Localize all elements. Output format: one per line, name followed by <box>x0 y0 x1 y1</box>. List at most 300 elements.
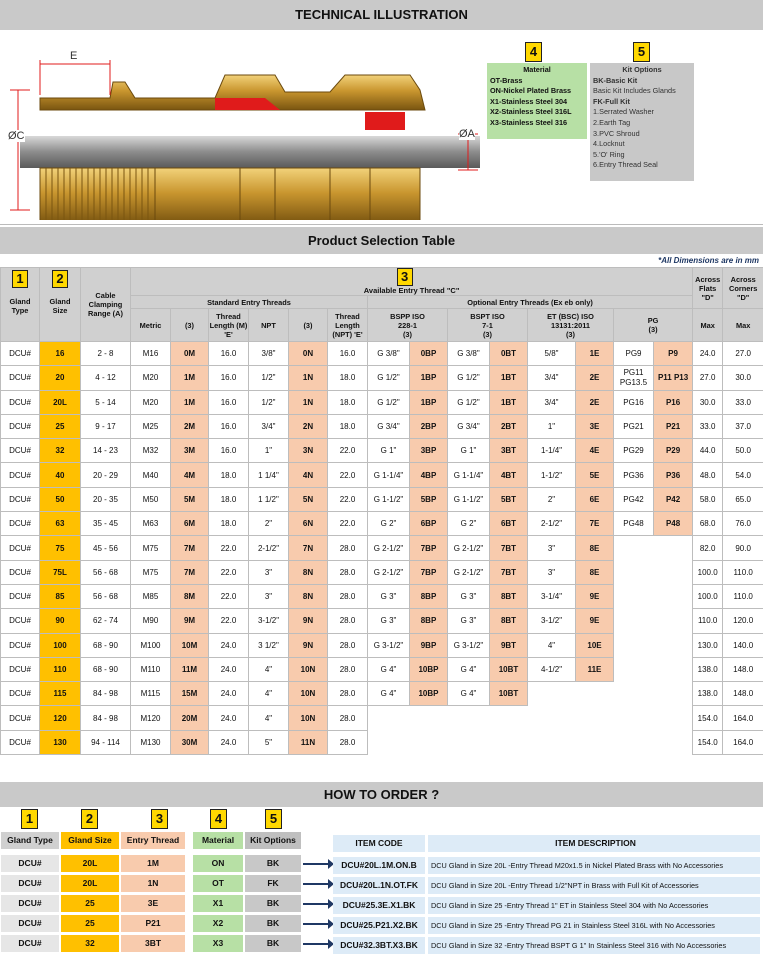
material-line-x3: X3-Stainless Steel 316 <box>490 117 568 127</box>
col-bspt: BSPT ISO 7-1 (3) <box>448 309 528 342</box>
cell-thread-length-m: 22.0 <box>209 584 249 608</box>
cell-thread-length-m: 18.0 <box>209 487 249 511</box>
order-gland-size: 32 <box>61 935 119 952</box>
order-gland-size: 20L <box>61 875 119 892</box>
cell-et-code: 8E <box>576 536 614 560</box>
order-material: OT <box>193 875 243 892</box>
cell-bspt-code: 0BT <box>490 342 528 366</box>
table-title: Product Selection Table <box>307 233 456 248</box>
cell-thread-length-m: 22.0 <box>209 609 249 633</box>
cell-et-code <box>576 706 614 730</box>
cell-metric-code: 7M <box>171 560 209 584</box>
cell-et-code: 9E <box>576 609 614 633</box>
product-row <box>1 390 763 414</box>
cell-bspt-code: 4BT <box>490 463 528 487</box>
cell-et-code: 10E <box>576 633 614 657</box>
kit-item: 4.Locknut <box>593 139 625 149</box>
cell-cable-range: 94 - 114 <box>81 730 131 754</box>
cell-bspp: G 4" <box>368 682 410 706</box>
cell-npt-code: 9N <box>289 633 328 657</box>
cell-bspt: G 1-1/2" <box>448 487 490 511</box>
cell-pg-code <box>654 584 693 608</box>
cell-bspt-code <box>490 730 528 754</box>
cell-npt: 3" <box>249 584 289 608</box>
cell-bspp: G 1-1/4" <box>368 463 410 487</box>
cell-gland-size: 75L <box>40 560 81 584</box>
cell-bspp-code: 10BP <box>410 682 448 706</box>
cell-metric-code: 3M <box>171 439 209 463</box>
cell-npt: 4" <box>249 657 289 681</box>
cell-bspp-code <box>410 706 448 730</box>
cell-bspt-code: 5BT <box>490 487 528 511</box>
material-line-x1: X1-Stainless Steel 304 <box>490 96 568 106</box>
cell-cable-range: 20 - 29 <box>81 463 131 487</box>
cell-bspt-code: 8BT <box>490 609 528 633</box>
product-row <box>1 706 763 730</box>
cell-metric-code: 7M <box>171 536 209 560</box>
cell-bspt <box>448 730 490 754</box>
cell-bspt: G 1/2" <box>448 366 490 390</box>
cell-et-code: 2E <box>576 366 614 390</box>
kit-item: 6.Entry Thread Seal <box>593 160 658 170</box>
item-code: DCU#25.3E.X1.BK <box>333 897 425 914</box>
cell-bspt-code: 2BT <box>490 414 528 438</box>
entry-thread <box>40 168 155 220</box>
cell-pg-code <box>654 560 693 584</box>
cell-across-corners: 148.0 <box>723 682 763 706</box>
cell-npt-code: 10N <box>289 682 328 706</box>
item-description: DCU Gland in Size 20L -Entry Thread M20x1.5 in Nickel Plated Brass with No Accessories <box>428 857 760 874</box>
kit-options-box <box>590 63 694 181</box>
item-code: DCU#32.3BT.X3.BK <box>333 937 425 954</box>
order-gland-type: DCU# <box>1 915 59 932</box>
cell-npt-code: 8N <box>289 584 328 608</box>
cell-thread-length-npt: 28.0 <box>328 657 368 681</box>
cell-bspp-code: 9BP <box>410 633 448 657</box>
cell-npt: 5" <box>249 730 289 754</box>
dim-c-label: ØC <box>8 130 25 142</box>
cell-npt: 1 1/2" <box>249 487 289 511</box>
cell-et <box>528 730 576 754</box>
cell-cable-range: 68 - 90 <box>81 633 131 657</box>
cell-bspp-code: 0BP <box>410 342 448 366</box>
cell-gland-size: 90 <box>40 609 81 633</box>
cell-bspt-code: 1BT <box>490 390 528 414</box>
cell-across-corners: 140.0 <box>723 633 763 657</box>
product-row <box>1 682 763 706</box>
cell-thread-length-m: 24.0 <box>209 730 249 754</box>
cell-et: 1-1/4" <box>528 439 576 463</box>
cell-metric-code: 1M <box>171 390 209 414</box>
cell-across-flats: 30.0 <box>693 390 723 414</box>
cell-metric-code: 20M <box>171 706 209 730</box>
col-num-2: 2 <box>52 270 68 288</box>
col-pg: PG (3) <box>614 309 693 342</box>
order-num-5: 5 <box>265 809 282 829</box>
cell-bspt: G 2-1/2" <box>448 536 490 560</box>
cell-metric: M25 <box>131 414 171 438</box>
item-desc-header: ITEM DESCRIPTION <box>428 835 760 852</box>
cell-bspp-code: 4BP <box>410 463 448 487</box>
cell-cable-range: 68 - 90 <box>81 657 131 681</box>
cell-metric: M130 <box>131 730 171 754</box>
order-gland-type: DCU# <box>1 935 59 952</box>
cell-bspt-code: 3BT <box>490 439 528 463</box>
cell-gland-size: 20L <box>40 390 81 414</box>
cell-thread-length-npt: 22.0 <box>328 487 368 511</box>
cell-gland-type: DCU# <box>1 463 40 487</box>
col-gland-type: 1 Gland Type <box>1 268 40 342</box>
cell-across-corners: 50.0 <box>723 439 763 463</box>
cell-bspt-code: 7BT <box>490 536 528 560</box>
cell-bspt: G 1/2" <box>448 390 490 414</box>
col-npt: NPT <box>249 309 289 342</box>
order-entry-thread: 3BT <box>121 935 185 952</box>
cell-across-flats: 100.0 <box>693 560 723 584</box>
cell-pg <box>614 609 654 633</box>
cell-metric: M90 <box>131 609 171 633</box>
cell-metric-code: 6M <box>171 512 209 536</box>
cell-et: 4-1/2" <box>528 657 576 681</box>
cell-cable-range: 56 - 68 <box>81 584 131 608</box>
cell-et: 3/4" <box>528 390 576 414</box>
cell-thread-length-m: 16.0 <box>209 390 249 414</box>
illustration-title-bar <box>0 0 763 30</box>
cell-pg: PG48 <box>614 512 654 536</box>
cell-pg-code <box>654 682 693 706</box>
cell-gland-type: DCU# <box>1 633 40 657</box>
cell-bspp: G 2-1/2" <box>368 536 410 560</box>
cell-gland-type: DCU# <box>1 487 40 511</box>
cell-pg-code <box>654 657 693 681</box>
cell-gland-size: 130 <box>40 730 81 754</box>
cell-bspp: G 2" <box>368 512 410 536</box>
order-head-kit-options: Kit Options <box>245 832 301 849</box>
cell-bspp: G 3" <box>368 609 410 633</box>
cell-thread-length-npt: 22.0 <box>328 463 368 487</box>
cell-bspp <box>368 730 410 754</box>
cell-npt: 1 1/4" <box>249 463 289 487</box>
product-row <box>1 560 763 584</box>
kit-item: 3.PVC Shroud <box>593 128 640 138</box>
col-et: ET (BSC) ISO 13131:2011 (3) <box>528 309 614 342</box>
col-gland-size: 2 Gland Size <box>40 268 81 342</box>
order-gland-size: 25 <box>61 915 119 932</box>
product-table-body <box>1 342 763 755</box>
cell-metric: M75 <box>131 536 171 560</box>
order-num-2: 2 <box>81 809 98 829</box>
product-row <box>1 342 763 366</box>
arrow-icon <box>303 903 329 905</box>
cell-npt: 4" <box>249 682 289 706</box>
cell-npt: 1/2" <box>249 366 289 390</box>
cell-thread-length-npt: 18.0 <box>328 414 368 438</box>
cell-metric-code: 15M <box>171 682 209 706</box>
cell-bspp-code: 8BP <box>410 584 448 608</box>
cell-bspp: G 3/8" <box>368 342 410 366</box>
cell-et-code: 1E <box>576 342 614 366</box>
cell-thread-length-m: 24.0 <box>209 706 249 730</box>
cell-metric: M40 <box>131 463 171 487</box>
order-material: X2 <box>193 915 243 932</box>
dimension-note: *All Dimensions are in mm <box>658 256 759 265</box>
cell-pg-code: P48 <box>654 512 693 536</box>
cell-gland-size: 120 <box>40 706 81 730</box>
cell-metric-code: 10M <box>171 633 209 657</box>
cell-cable-range: 9 - 17 <box>81 414 131 438</box>
cell-bspt-code: 7BT <box>490 560 528 584</box>
material-line-ot: OT-Brass <box>490 75 523 85</box>
product-row <box>1 730 763 754</box>
cell-et-code: 7E <box>576 512 614 536</box>
order-entry-thread: 1M <box>121 855 185 872</box>
order-head-gland-size: Gland Size <box>61 832 119 849</box>
cell-gland-size: 16 <box>40 342 81 366</box>
order-num-3: 3 <box>151 809 168 829</box>
cell-across-flats: 33.0 <box>693 414 723 438</box>
table-title-bar <box>0 227 763 254</box>
cell-et-code: 11E <box>576 657 614 681</box>
dim-a-label: ØA <box>459 128 475 140</box>
cell-across-corners: 37.0 <box>723 414 763 438</box>
cell-bspp: G 1" <box>368 439 410 463</box>
cell-thread-length-m: 16.0 <box>209 342 249 366</box>
cell-et: 3-1/2" <box>528 609 576 633</box>
cell-thread-length-m: 18.0 <box>209 512 249 536</box>
cell-gland-type: DCU# <box>1 706 40 730</box>
cell-cable-range: 35 - 45 <box>81 512 131 536</box>
cell-gland-type: DCU# <box>1 414 40 438</box>
cell-gland-size: 63 <box>40 512 81 536</box>
material-number: 4 <box>525 42 542 62</box>
order-title: HOW TO ORDER ? <box>323 787 440 802</box>
cell-cable-range: 62 - 74 <box>81 609 131 633</box>
cell-cable-range: 20 - 35 <box>81 487 131 511</box>
cell-bspp <box>368 706 410 730</box>
cell-thread-length-npt: 28.0 <box>328 609 368 633</box>
cell-pg-code: P21 <box>654 414 693 438</box>
cell-npt-code: 10N <box>289 657 328 681</box>
cell-bspt: G 3" <box>448 609 490 633</box>
illustration-title: TECHNICAL ILLUSTRATION <box>295 7 468 22</box>
cell-pg-code: P29 <box>654 439 693 463</box>
cell-npt: 3 1/2" <box>249 633 289 657</box>
cell-bspt: G 4" <box>448 682 490 706</box>
cell-metric-code: 2M <box>171 414 209 438</box>
cell-thread-length-npt: 22.0 <box>328 512 368 536</box>
cell-bspp-code: 10BP <box>410 657 448 681</box>
cable <box>20 136 480 168</box>
cell-et-code: 9E <box>576 584 614 608</box>
cell-et-code: 2E <box>576 390 614 414</box>
cell-et: 5/8" <box>528 342 576 366</box>
cell-across-flats: 154.0 <box>693 730 723 754</box>
cell-across-corners: 120.0 <box>723 609 763 633</box>
kit-item: 5.'O' Ring <box>593 149 625 159</box>
cell-metric: M115 <box>131 682 171 706</box>
available-entry-thread: 3 Available Entry Thread "C" <box>131 268 693 296</box>
cell-bspp: G 3" <box>368 584 410 608</box>
cell-npt: 3/8" <box>249 342 289 366</box>
cell-npt-code: 5N <box>289 487 328 511</box>
product-row <box>1 414 763 438</box>
cell-across-flats: 82.0 <box>693 536 723 560</box>
cell-npt-code: 9N <box>289 609 328 633</box>
cell-bspt-code: 8BT <box>490 584 528 608</box>
cell-pg-code <box>654 706 693 730</box>
cell-et-code <box>576 682 614 706</box>
col-npt-code: (3) <box>289 309 328 342</box>
lower-nut-2 <box>240 168 330 220</box>
order-entry-thread: 3E <box>121 895 185 912</box>
cell-pg-code: P16 <box>654 390 693 414</box>
cell-npt: 2-1/2" <box>249 536 289 560</box>
product-row <box>1 463 763 487</box>
cell-et-code: 5E <box>576 463 614 487</box>
item-code: DCU#20L.1N.OT.FK <box>333 877 425 894</box>
order-kit-option: BK <box>245 855 301 872</box>
cell-thread-length-m: 16.0 <box>209 366 249 390</box>
cell-pg-code <box>654 536 693 560</box>
cell-pg-code <box>654 609 693 633</box>
cell-et-code: 8E <box>576 560 614 584</box>
order-gland-size: 20L <box>61 855 119 872</box>
arrow-icon <box>303 863 329 865</box>
lower-nut-1 <box>155 168 240 220</box>
item-description: DCU Gland in Size 25 -Entry Thread 1" ET in Stainless Steel 304 with No Accessories <box>428 897 760 914</box>
cell-bspp-code: 1BP <box>410 366 448 390</box>
cell-pg-code: P42 <box>654 487 693 511</box>
cell-pg-code <box>654 633 693 657</box>
cell-cable-range: 4 - 12 <box>81 366 131 390</box>
cell-bspt: G 1" <box>448 439 490 463</box>
lower-nut-3 <box>330 168 420 220</box>
cell-metric-code: 8M <box>171 584 209 608</box>
col-across-corners: Across Corners "D" <box>723 268 763 309</box>
cell-bspt: G 3/4" <box>448 414 490 438</box>
item-description: DCU Gland in Size 20L -Entry Thread 1/2"NPT in Brass with Full Kit of Accessories <box>428 877 760 894</box>
cell-gland-size: 85 <box>40 584 81 608</box>
order-kit-option: BK <box>245 895 301 912</box>
item-code-header: ITEM CODE <box>333 835 425 852</box>
cell-pg: PG21 <box>614 414 654 438</box>
cell-metric: M16 <box>131 342 171 366</box>
cell-gland-size: 40 <box>40 463 81 487</box>
product-row <box>1 487 763 511</box>
cell-et: 3-1/4" <box>528 584 576 608</box>
cell-npt: 3/4" <box>249 414 289 438</box>
cell-bspt: G 3" <box>448 584 490 608</box>
cell-gland-type: DCU# <box>1 682 40 706</box>
cell-npt-code: 7N <box>289 536 328 560</box>
cell-across-corners: 148.0 <box>723 657 763 681</box>
cell-bspt-code: 9BT <box>490 633 528 657</box>
cell-pg: PG42 <box>614 487 654 511</box>
cell-thread-length-m: 22.0 <box>209 536 249 560</box>
kit-title: Kit Options <box>622 65 662 74</box>
cell-pg: PG29 <box>614 439 654 463</box>
cell-cable-range: 5 - 14 <box>81 390 131 414</box>
cell-bspp-code: 6BP <box>410 512 448 536</box>
cell-thread-length-m: 24.0 <box>209 657 249 681</box>
col-thread-length-m: Thread Length (M) 'E' <box>209 309 249 342</box>
order-material: ON <box>193 855 243 872</box>
cell-bspp-code: 2BP <box>410 414 448 438</box>
cell-bspp: G 2-1/2" <box>368 560 410 584</box>
cell-npt-code: 1N <box>289 366 328 390</box>
order-head-gland-type: Gland Type <box>1 832 59 849</box>
cell-et: 4" <box>528 633 576 657</box>
cell-bspt-code <box>490 706 528 730</box>
cell-bspt: G 1-1/4" <box>448 463 490 487</box>
cell-bspp-code: 1BP <box>410 390 448 414</box>
order-head-material: Material <box>193 832 243 849</box>
cell-thread-length-m: 16.0 <box>209 439 249 463</box>
cell-gland-type: DCU# <box>1 366 40 390</box>
cell-gland-size: 110 <box>40 657 81 681</box>
cell-cable-range: 56 - 68 <box>81 560 131 584</box>
cell-gland-type: DCU# <box>1 439 40 463</box>
cell-bspt: G 3/8" <box>448 342 490 366</box>
cell-npt: 3" <box>249 560 289 584</box>
col-num-3: 3 <box>397 268 413 286</box>
cell-metric-code: 1M <box>171 366 209 390</box>
col-max-corners: Max <box>723 309 763 342</box>
cell-bspt-code: 1BT <box>490 366 528 390</box>
cell-gland-size: 50 <box>40 487 81 511</box>
order-head-entry-thread: Entry Thread <box>121 832 185 849</box>
cell-npt-code: 2N <box>289 414 328 438</box>
cell-across-flats: 138.0 <box>693 657 723 681</box>
col-metric-code: (3) <box>171 309 209 342</box>
cell-pg-code: P36 <box>654 463 693 487</box>
cell-thread-length-m: 24.0 <box>209 633 249 657</box>
item-description: DCU Gland in Size 25 -Entry Thread PG 21 in Stainless Steel 316L with No Accessories <box>428 917 760 934</box>
cell-thread-length-npt: 28.0 <box>328 633 368 657</box>
order-material: X3 <box>193 935 243 952</box>
cell-thread-length-npt: 28.0 <box>328 706 368 730</box>
cell-thread-length-npt: 28.0 <box>328 730 368 754</box>
cell-metric: M75 <box>131 560 171 584</box>
cell-across-flats: 24.0 <box>693 342 723 366</box>
cell-npt: 1" <box>249 439 289 463</box>
cell-metric-code: 9M <box>171 609 209 633</box>
cell-across-corners: 90.0 <box>723 536 763 560</box>
cell-npt-code: 8N <box>289 560 328 584</box>
cell-metric-code: 30M <box>171 730 209 754</box>
col-metric: Metric <box>131 309 171 342</box>
red-seal-right <box>365 112 405 130</box>
col-across-flats: Across Flats "D" <box>693 268 723 309</box>
kit-basic-desc: Basic Kit Includes Glands <box>593 86 676 96</box>
arrow-icon <box>303 943 329 945</box>
cell-metric: M63 <box>131 512 171 536</box>
arrow-icon <box>303 923 329 925</box>
cell-et-code: 4E <box>576 439 614 463</box>
cell-bspp-code: 8BP <box>410 609 448 633</box>
product-row <box>1 609 763 633</box>
cell-et-code <box>576 730 614 754</box>
cell-npt-code: 10N <box>289 706 328 730</box>
product-row <box>1 512 763 536</box>
cell-across-flats: 27.0 <box>693 366 723 390</box>
cell-across-corners: 65.0 <box>723 487 763 511</box>
order-gland-type: DCU# <box>1 875 59 892</box>
product-row <box>1 584 763 608</box>
cell-gland-type: DCU# <box>1 657 40 681</box>
order-kit-option: BK <box>245 915 301 932</box>
cell-bspp-code: 5BP <box>410 487 448 511</box>
